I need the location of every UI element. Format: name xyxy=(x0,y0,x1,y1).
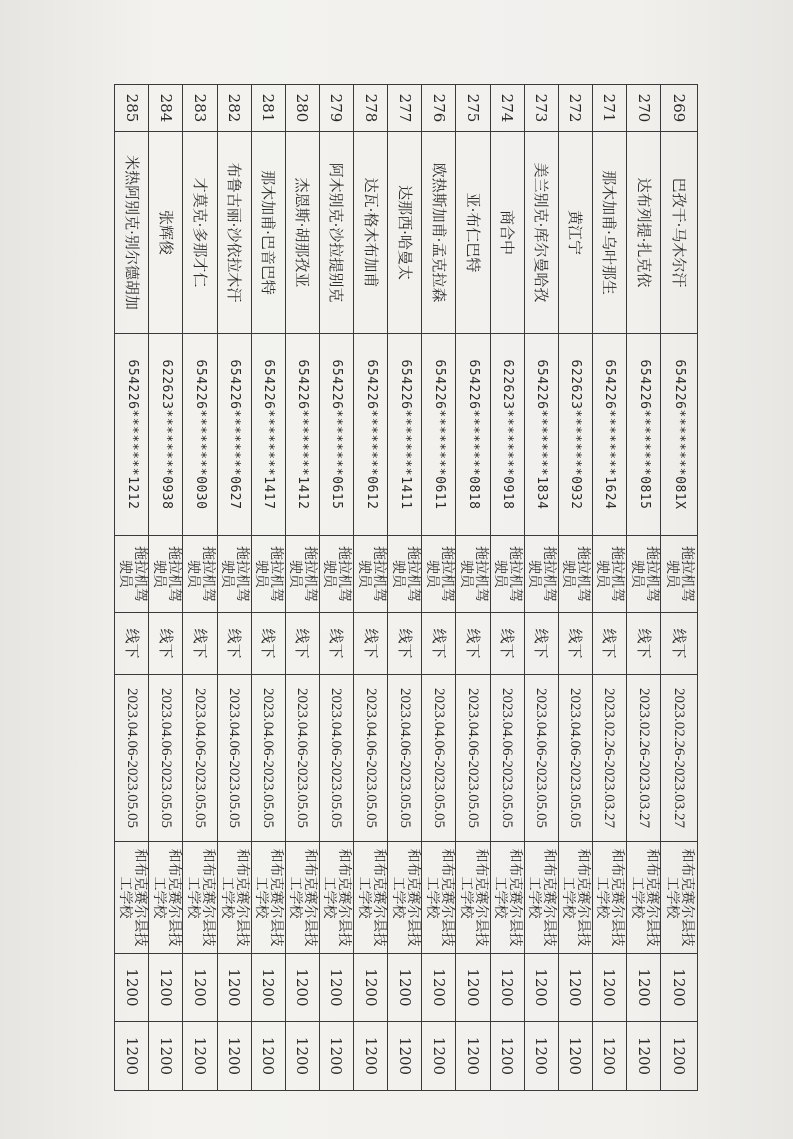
paid-amount: 1200 xyxy=(285,1022,319,1091)
trainee-name: 阿木别克·沙拉提别克 xyxy=(319,132,353,334)
training-school: 和布克赛尔县技工学校 xyxy=(388,842,422,954)
job-type: 拖拉机驾驶员 xyxy=(217,536,251,613)
training-mode: 线下 xyxy=(149,613,183,675)
table-row xyxy=(524,85,558,1091)
training-mode: 线下 xyxy=(388,613,422,675)
training-school: 和布克赛尔县技工学校 xyxy=(354,842,388,954)
row-number: 284 xyxy=(149,85,183,132)
table-row xyxy=(285,85,319,1091)
id-number: 654226********0815 xyxy=(627,334,661,536)
paid-amount: 1200 xyxy=(422,1022,456,1091)
training-period: 2023.04.06-2023.05.05 xyxy=(149,675,183,842)
training-mode: 线下 xyxy=(115,613,149,675)
row-number: 281 xyxy=(251,85,285,132)
training-period: 2023.02.26-2023.03.27 xyxy=(661,675,698,842)
subsidy-amount: 1200 xyxy=(490,954,524,1022)
row-number: 280 xyxy=(285,85,319,132)
job-type: 拖拉机驾驶员 xyxy=(251,536,285,613)
training-period: 2023.04.06-2023.05.05 xyxy=(354,675,388,842)
id-number: 654226********0611 xyxy=(422,334,456,536)
training-school: 和布克赛尔县技工学校 xyxy=(319,842,353,954)
table-body xyxy=(115,85,698,1091)
id-number: 654226********0612 xyxy=(354,334,388,536)
training-school: 和布克赛尔县技工学校 xyxy=(285,842,319,954)
id-number: 654226********0818 xyxy=(456,334,490,536)
job-type: 拖拉机驾驶员 xyxy=(388,536,422,613)
row-number: 273 xyxy=(524,85,558,132)
table-row xyxy=(319,85,353,1091)
table-row xyxy=(149,85,183,1091)
paid-amount: 1200 xyxy=(524,1022,558,1091)
table-row xyxy=(558,85,592,1091)
id-number: 654226********081X xyxy=(661,334,698,536)
id-number: 654226********1411 xyxy=(388,334,422,536)
paid-amount: 1200 xyxy=(592,1022,626,1091)
paid-amount: 1200 xyxy=(388,1022,422,1091)
trainee-name: 杰恩斯·胡那孜亚 xyxy=(285,132,319,334)
table-row xyxy=(592,85,626,1091)
training-mode: 线下 xyxy=(490,613,524,675)
training-mode: 线下 xyxy=(422,613,456,675)
training-mode: 线下 xyxy=(319,613,353,675)
table-row xyxy=(251,85,285,1091)
id-number: 654226********0627 xyxy=(217,334,251,536)
subsidy-amount: 1200 xyxy=(354,954,388,1022)
training-school: 和布克赛尔县技工学校 xyxy=(149,842,183,954)
subsidy-amount: 1200 xyxy=(251,954,285,1022)
training-mode: 线下 xyxy=(627,613,661,675)
training-school: 和布克赛尔县技工学校 xyxy=(592,842,626,954)
table-row xyxy=(115,85,149,1091)
id-number: 654226********1624 xyxy=(592,334,626,536)
subsidy-amount: 1200 xyxy=(319,954,353,1022)
trainee-name: 米热阿别克·别尔德胡加 xyxy=(115,132,149,334)
training-school: 和布克赛尔县技工学校 xyxy=(456,842,490,954)
table-container xyxy=(114,84,698,1090)
paid-amount: 1200 xyxy=(149,1022,183,1091)
paid-amount: 1200 xyxy=(183,1022,217,1091)
row-number: 282 xyxy=(217,85,251,132)
job-type: 拖拉机驾驶员 xyxy=(627,536,661,613)
training-period: 2023.04.06-2023.05.05 xyxy=(115,675,149,842)
paid-amount: 1200 xyxy=(217,1022,251,1091)
job-type: 拖拉机驾驶员 xyxy=(354,536,388,613)
training-mode: 线下 xyxy=(661,613,698,675)
trainee-name: 亚·布仁巴特 xyxy=(456,132,490,334)
rotated-table xyxy=(114,84,698,1090)
training-period: 2023.04.06-2023.05.05 xyxy=(490,675,524,842)
row-number: 283 xyxy=(183,85,217,132)
table-row xyxy=(627,85,661,1091)
training-mode: 线下 xyxy=(285,613,319,675)
trainee-name: 商合中 xyxy=(490,132,524,334)
training-school: 和布克赛尔县技工学校 xyxy=(217,842,251,954)
subsidy-amount: 1200 xyxy=(149,954,183,1022)
trainee-name: 张辉俊 xyxy=(149,132,183,334)
table-row xyxy=(661,85,698,1091)
training-period: 2023.04.06-2023.05.05 xyxy=(251,675,285,842)
training-period: 2023.04.06-2023.05.05 xyxy=(558,675,592,842)
row-number: 277 xyxy=(388,85,422,132)
trainee-name: 才莫克·多那才仁 xyxy=(183,132,217,334)
id-number: 654226********1417 xyxy=(251,334,285,536)
subsidy-amount: 1200 xyxy=(217,954,251,1022)
table-row xyxy=(456,85,490,1091)
trainee-name: 黄江宁 xyxy=(558,132,592,334)
job-type: 拖拉机驾驶员 xyxy=(149,536,183,613)
row-number: 274 xyxy=(490,85,524,132)
trainee-name: 巴孜干·马木尔汗 xyxy=(661,132,698,334)
table-row xyxy=(422,85,456,1091)
training-mode: 线下 xyxy=(524,613,558,675)
paid-amount: 1200 xyxy=(115,1022,149,1091)
subsidy-amount: 1200 xyxy=(183,954,217,1022)
training-period: 2023.04.06-2023.05.05 xyxy=(422,675,456,842)
subsidy-amount: 1200 xyxy=(524,954,558,1022)
trainee-name: 达布列提·扎克依 xyxy=(627,132,661,334)
row-number: 279 xyxy=(319,85,353,132)
job-type: 拖拉机驾驶员 xyxy=(183,536,217,613)
row-number: 275 xyxy=(456,85,490,132)
paid-amount: 1200 xyxy=(251,1022,285,1091)
paid-amount: 1200 xyxy=(490,1022,524,1091)
training-period: 2023.04.06-2023.05.05 xyxy=(183,675,217,842)
trainee-name: 那木加甫·巴音巴特 xyxy=(251,132,285,334)
training-period: 2023.04.06-2023.05.05 xyxy=(456,675,490,842)
trainee-name: 那木加甫·乌叶那生 xyxy=(592,132,626,334)
training-school: 和布克赛尔县技工学校 xyxy=(627,842,661,954)
paid-amount: 1200 xyxy=(627,1022,661,1091)
subsidy-amount: 1200 xyxy=(456,954,490,1022)
trainee-name: 布鲁古丽·沙依拉木汗 xyxy=(217,132,251,334)
job-type: 拖拉机驾驶员 xyxy=(285,536,319,613)
training-period: 2023.02.26-2023.03.27 xyxy=(592,675,626,842)
row-number: 269 xyxy=(661,85,698,132)
id-number: 654226********1212 xyxy=(115,334,149,536)
row-number: 271 xyxy=(592,85,626,132)
row-number: 285 xyxy=(115,85,149,132)
id-number: 622623********0938 xyxy=(149,334,183,536)
row-number: 270 xyxy=(627,85,661,132)
training-mode: 线下 xyxy=(183,613,217,675)
paid-amount: 1200 xyxy=(661,1022,698,1091)
training-school: 和布克赛尔县技工学校 xyxy=(490,842,524,954)
job-type: 拖拉机驾驶员 xyxy=(524,536,558,613)
subsidy-amount: 1200 xyxy=(592,954,626,1022)
job-type: 拖拉机驾驶员 xyxy=(319,536,353,613)
subsidy-amount: 1200 xyxy=(661,954,698,1022)
id-number: 654226********0030 xyxy=(183,334,217,536)
row-number: 276 xyxy=(422,85,456,132)
training-school: 和布克赛尔县技工学校 xyxy=(115,842,149,954)
subsidy-amount: 1200 xyxy=(627,954,661,1022)
row-number: 278 xyxy=(354,85,388,132)
training-school: 和布克赛尔县技工学校 xyxy=(661,842,698,954)
paid-amount: 1200 xyxy=(456,1022,490,1091)
training-mode: 线下 xyxy=(558,613,592,675)
job-type: 拖拉机驾驶员 xyxy=(661,536,698,613)
training-mode: 线下 xyxy=(456,613,490,675)
training-period: 2023.04.06-2023.05.05 xyxy=(217,675,251,842)
job-type: 拖拉机驾驶员 xyxy=(592,536,626,613)
training-mode: 线下 xyxy=(217,613,251,675)
training-period: 2023.04.06-2023.05.05 xyxy=(319,675,353,842)
training-school: 和布克赛尔县技工学校 xyxy=(558,842,592,954)
subsidy-amount: 1200 xyxy=(388,954,422,1022)
subsidy-amount: 1200 xyxy=(558,954,592,1022)
trainee-name: 达瓦·格木布加甫 xyxy=(354,132,388,334)
id-number: 622623********0932 xyxy=(558,334,592,536)
training-mode: 线下 xyxy=(354,613,388,675)
job-type: 拖拉机驾驶员 xyxy=(115,536,149,613)
trainee-name: 美兰别克·库尔曼哈孜 xyxy=(524,132,558,334)
table-row xyxy=(388,85,422,1091)
paid-amount: 1200 xyxy=(319,1022,353,1091)
training-period: 2023.04.06-2023.05.05 xyxy=(524,675,558,842)
job-type: 拖拉机驾驶员 xyxy=(456,536,490,613)
paid-amount: 1200 xyxy=(354,1022,388,1091)
training-mode: 线下 xyxy=(592,613,626,675)
training-period: 2023.04.06-2023.05.05 xyxy=(285,675,319,842)
subsidy-amount: 1200 xyxy=(422,954,456,1022)
job-type: 拖拉机驾驶员 xyxy=(490,536,524,613)
training-school: 和布克赛尔县技工学校 xyxy=(251,842,285,954)
training-period: 2023.04.06-2023.05.05 xyxy=(388,675,422,842)
table-row xyxy=(217,85,251,1091)
subsidy-amount: 1200 xyxy=(285,954,319,1022)
training-school: 和布克赛尔县技工学校 xyxy=(422,842,456,954)
subsidy-amount: 1200 xyxy=(115,954,149,1022)
job-type: 拖拉机驾驶员 xyxy=(558,536,592,613)
trainee-table xyxy=(114,84,698,1091)
table-row xyxy=(183,85,217,1091)
id-number: 654226********0615 xyxy=(319,334,353,536)
paid-amount: 1200 xyxy=(558,1022,592,1091)
id-number: 654226********1412 xyxy=(285,334,319,536)
trainee-name: 达那西·哈曼太 xyxy=(388,132,422,334)
trainee-name: 欧热斯加甫·孟克拉森 xyxy=(422,132,456,334)
training-period: 2023.02.26-2023.03.27 xyxy=(627,675,661,842)
job-type: 拖拉机驾驶员 xyxy=(422,536,456,613)
table-row xyxy=(490,85,524,1091)
row-number: 272 xyxy=(558,85,592,132)
training-mode: 线下 xyxy=(251,613,285,675)
training-school: 和布克赛尔县技工学校 xyxy=(183,842,217,954)
id-number: 654226********1834 xyxy=(524,334,558,536)
table-row xyxy=(354,85,388,1091)
id-number: 622623********0918 xyxy=(490,334,524,536)
training-school: 和布克赛尔县技工学校 xyxy=(524,842,558,954)
